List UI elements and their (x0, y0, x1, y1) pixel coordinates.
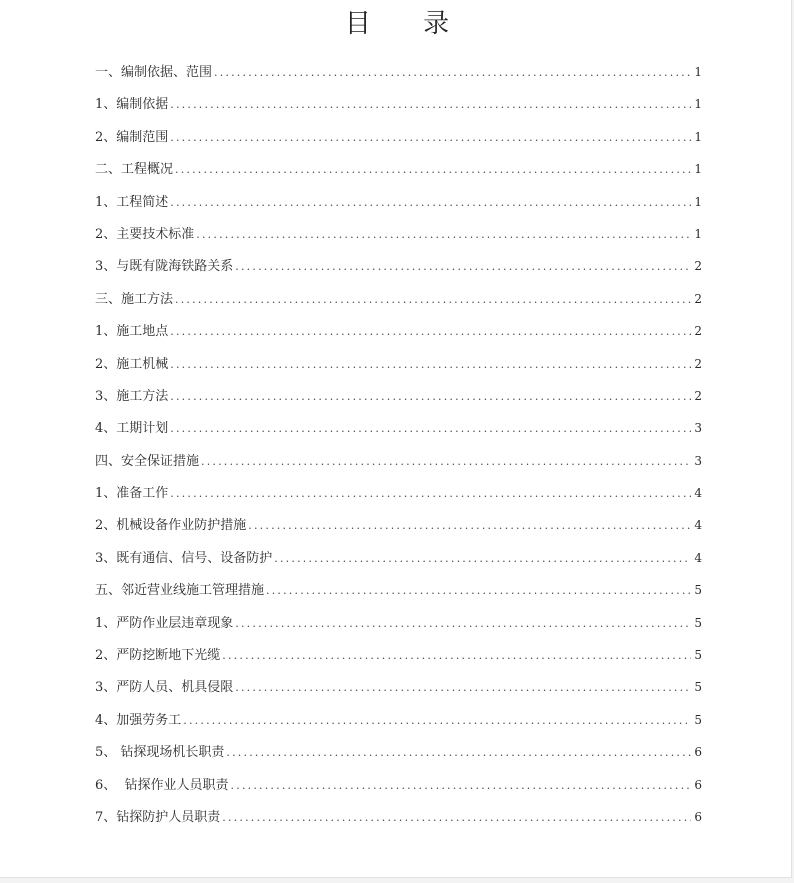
toc-entry-text: 3、严防人员、机具侵限 (95, 680, 234, 696)
dot-leader (170, 89, 691, 121)
toc-page-number: 1 (694, 226, 702, 241)
dot-leader (170, 478, 691, 510)
toc-page-number: 3 (694, 453, 702, 468)
dot-leader (235, 251, 691, 283)
dot-leader (266, 575, 691, 607)
toc-entry-text: 1、编制依据 (95, 97, 169, 113)
toc-page-number: 4 (694, 550, 702, 565)
toc-page-number: 2 (694, 291, 702, 306)
toc-entry-text: 1、工程简述 (95, 194, 169, 210)
toc-entry[interactable] (95, 88, 702, 120)
toc-entry[interactable] (95, 380, 702, 412)
dot-leader (235, 672, 691, 704)
toc-entry[interactable] (95, 121, 702, 153)
toc-entry[interactable] (95, 315, 702, 347)
toc-entry-text: 一、编制依据、范围 (95, 65, 213, 80)
dot-leader (274, 543, 691, 575)
toc-page-number: 1 (694, 194, 702, 209)
toc-entry[interactable] (95, 250, 702, 282)
toc-page-number: 5 (694, 712, 702, 727)
toc-page-number: 1 (694, 129, 702, 144)
toc-entry-text: 2、主要技术标准 (95, 226, 195, 242)
toc-page-number: 5 (694, 680, 702, 695)
toc-entry[interactable] (95, 801, 702, 833)
toc-page-number: 5 (694, 615, 702, 630)
toc-entry[interactable] (95, 153, 702, 185)
toc-entry[interactable] (95, 704, 702, 736)
toc-entry-text: 4、加强劳务工 (95, 712, 182, 728)
toc-entry-text: 2、机械设备作业防护措施 (95, 518, 247, 534)
toc-page-number: 5 (694, 583, 702, 598)
toc-entry[interactable] (95, 477, 702, 509)
toc-entry-text: 2、编制范围 (95, 129, 169, 145)
toc-entry[interactable] (95, 445, 702, 477)
toc-page-number: 2 (694, 356, 702, 371)
dot-leader (201, 446, 691, 478)
toc-entry[interactable] (95, 542, 702, 574)
dot-leader (170, 187, 691, 219)
dot-leader (175, 154, 691, 186)
toc-entry-text: 5、 钻探现场机长职责 (95, 745, 225, 761)
toc-entry-text: 3、既有通信、信号、设备防护 (95, 550, 273, 566)
dot-leader (170, 349, 691, 381)
dot-leader (248, 510, 691, 542)
dot-leader (170, 381, 691, 413)
toc-page-number: 6 (694, 745, 702, 760)
dot-leader (222, 640, 691, 672)
toc-page-number: 5 (694, 648, 702, 663)
toc-entry-text: 6、 钻探作业人员职责 (95, 777, 229, 793)
toc-title: 目 录 (344, 9, 472, 39)
dot-leader (214, 57, 691, 89)
toc-entry-text: 三、施工方法 (95, 291, 174, 307)
toc-entry-text: 4、工期计划 (95, 421, 169, 437)
toc-entry-text: 2、施工机械 (95, 356, 169, 372)
dot-leader (170, 316, 691, 348)
dot-leader (222, 802, 691, 834)
toc-entry-text: 1、准备工作 (95, 486, 169, 502)
toc-entry[interactable] (95, 348, 702, 380)
dot-leader (231, 770, 691, 802)
toc-page-number: 4 (694, 486, 702, 501)
toc-entry[interactable] (95, 574, 702, 606)
dot-leader (170, 413, 691, 445)
toc-entry[interactable] (95, 412, 702, 444)
toc-entry-text: 7、钻探防护人员职责 (95, 809, 221, 825)
toc-entry-text: 四、安全保证措施 (95, 453, 200, 469)
toc-entry[interactable] (95, 509, 702, 541)
toc-entry-text: 1、严防作业层违章现象 (95, 615, 234, 631)
toc-page-number: 2 (694, 388, 702, 403)
toc-entry[interactable] (95, 283, 702, 315)
toc-entry-text: 二、工程概况 (95, 162, 174, 178)
toc-page-number: 4 (694, 518, 702, 533)
toc-entry[interactable] (95, 607, 702, 639)
toc-entry[interactable] (95, 186, 702, 218)
dot-leader (196, 219, 691, 251)
toc-entry[interactable] (95, 736, 702, 768)
toc-entry-text: 1、施工地点 (95, 324, 169, 340)
toc-entry-text: 3、与既有陇海铁路关系 (95, 259, 234, 275)
dot-leader (183, 705, 691, 737)
toc-page-number: 1 (694, 97, 702, 112)
toc-entry-text: 3、施工方法 (95, 388, 169, 404)
toc-entry[interactable] (95, 671, 702, 703)
table-of-contents (95, 56, 702, 833)
toc-entry-text: 五、邻近营业线施工管理措施 (95, 583, 265, 599)
toc-entry[interactable] (95, 769, 702, 801)
toc-page-number: 3 (694, 421, 702, 436)
toc-page-number: 2 (694, 259, 702, 274)
dot-leader (170, 122, 691, 154)
dot-leader (235, 608, 691, 640)
toc-entry[interactable] (95, 639, 702, 671)
dot-leader (175, 284, 691, 316)
toc-page-number: 2 (694, 324, 702, 339)
toc-entry[interactable] (95, 56, 702, 88)
dot-leader (226, 737, 691, 769)
toc-page-number: 1 (694, 65, 702, 79)
toc-entry[interactable] (95, 218, 702, 250)
toc-page-number: 6 (694, 809, 702, 824)
toc-entry-text: 2、严防挖断地下光缆 (95, 648, 221, 664)
toc-page-number: 1 (694, 162, 702, 177)
toc-page-number: 6 (694, 777, 702, 792)
